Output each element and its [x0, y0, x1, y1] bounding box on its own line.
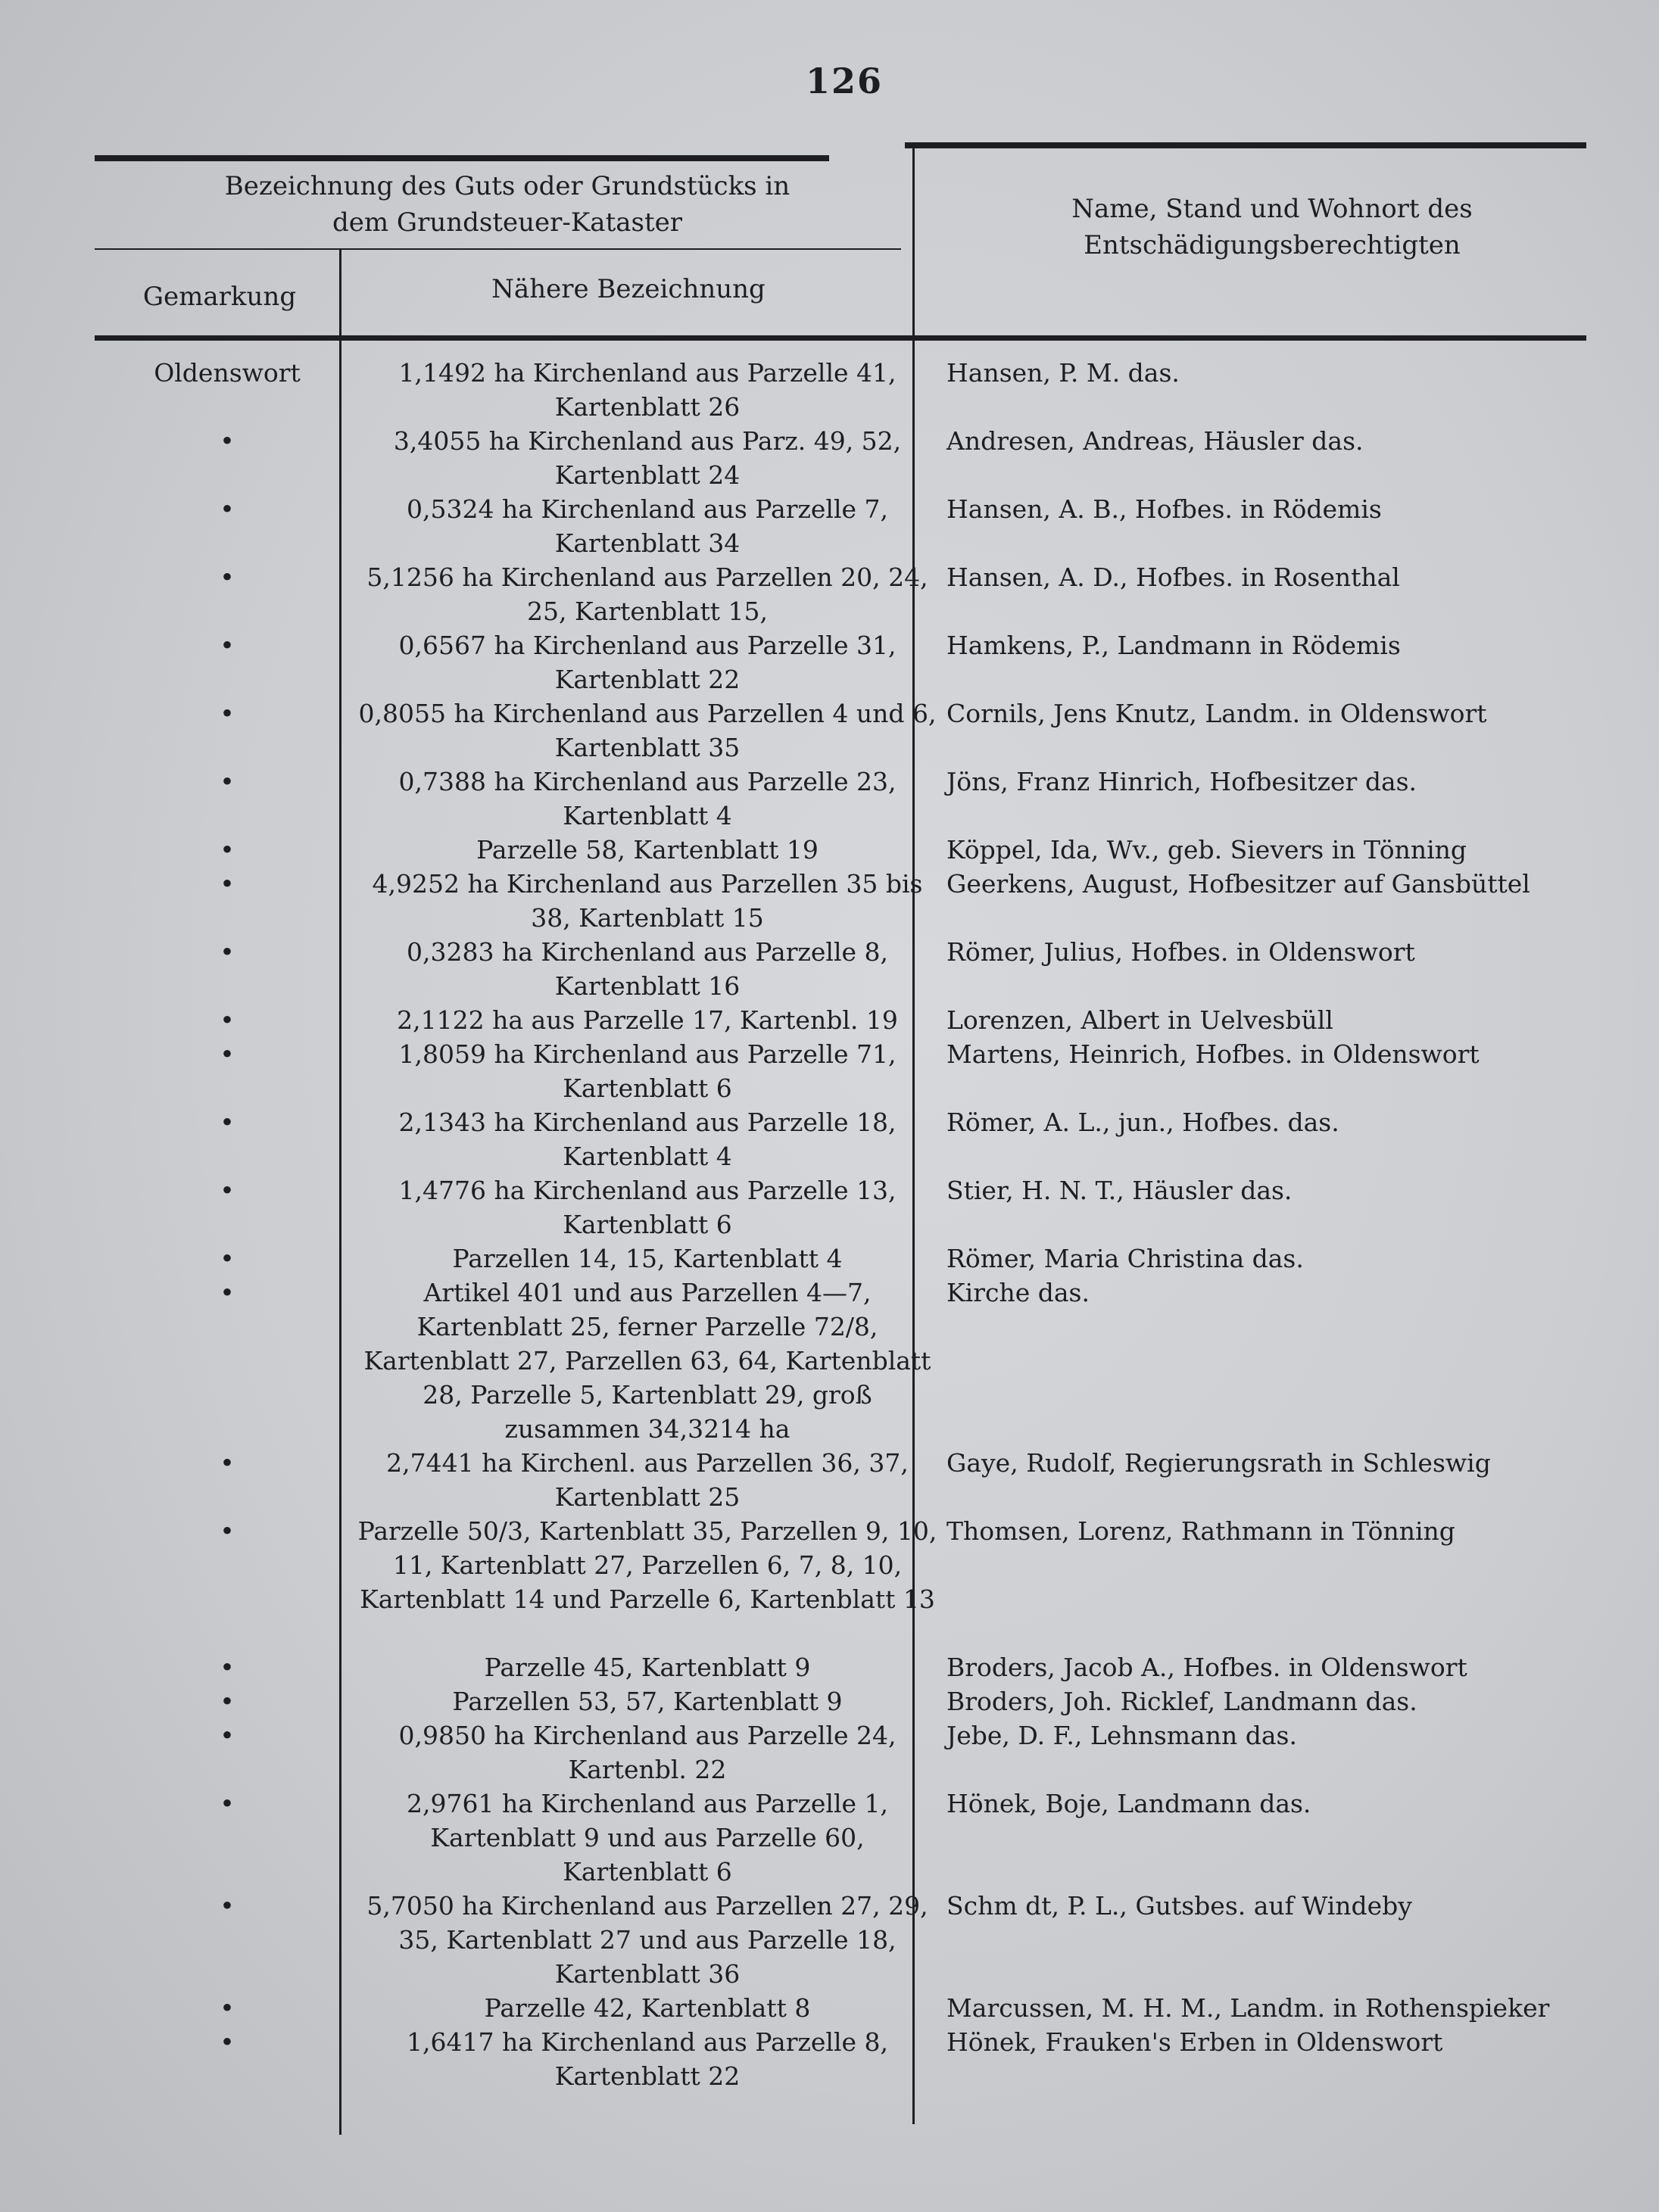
- gemarkung-cell: •: [220, 1278, 235, 1307]
- gemarkung-cell: •: [220, 1039, 235, 1069]
- header-name-stand-wohnort: Name, Stand und Wohnort des Entschädigungsberechtigten: [1071, 194, 1473, 260]
- header-naehere-bezeichnung: Nähere Bezeichnung: [491, 274, 766, 304]
- bezeichnung-cell: Artikel 401 und aus Parzellen 4—7, Kartenblatt 25, ferner Parzelle 72/8, Kartenblatt 27, Parzellen 63, 64, Kartenblatt 28, Parzelle 5, Kartenblatt 29, groß zusammen 34,3214 ha: [363, 1278, 931, 1444]
- header-group-title: Bezeichnung des Guts oder Grundstücks in dem Grundsteuer-Kataster: [224, 171, 791, 238]
- table-row: [0, 1787, 1659, 1889]
- bezeichnung-cell: 0,6567 ha Kirchenland aus Parzelle 31, Kartenblatt 22: [398, 631, 897, 694]
- gemarkung-cell: •: [220, 699, 235, 728]
- table-row: [0, 356, 1659, 424]
- berechtigter-cell: Jöns, Franz Hinrich, Hofbesitzer das.: [946, 767, 1417, 796]
- berechtigter-cell: Broders, Joh. Ricklef, Landmann das.: [946, 1687, 1417, 1716]
- table-row: [0, 2025, 1659, 2093]
- table-row: [0, 1037, 1659, 1105]
- table-row: [0, 1242, 1659, 1276]
- bezeichnung-cell: Parzelle 45, Kartenblatt 9: [484, 1653, 811, 1682]
- bezeichnung-cell: Parzelle 42, Kartenblatt 8: [484, 1993, 811, 2023]
- bezeichnung-cell: 4,9252 ha Kirchenland aus Parzellen 35 bis 38, Kartenblatt 15: [372, 869, 923, 933]
- bezeichnung-cell: 0,3283 ha Kirchenland aus Parzelle 8, Kartenblatt 16: [406, 937, 889, 1001]
- bezeichnung-cell: 1,6417 ha Kirchenland aus Parzelle 8, Kartenblatt 22: [406, 2027, 889, 2091]
- table-row: [0, 867, 1659, 935]
- table-row: [0, 833, 1659, 867]
- bezeichnung-cell: 2,1122 ha aus Parzelle 17, Kartenbl. 19: [397, 1005, 898, 1035]
- table-row: [0, 1105, 1659, 1173]
- gemarkung-cell: •: [220, 1108, 235, 1137]
- table-row: [0, 935, 1659, 1003]
- berechtigter-cell: Martens, Heinrich, Hofbes. in Oldenswort: [946, 1039, 1480, 1069]
- gemarkung-cell: •: [220, 1993, 235, 2023]
- bezeichnung-cell: 0,9850 ha Kirchenland aus Parzelle 24, Kartenbl. 22: [398, 1721, 897, 1784]
- gemarkung-cell: •: [220, 2027, 235, 2057]
- table-row: [0, 628, 1659, 696]
- table-row: [0, 424, 1659, 492]
- bezeichnung-cell: 2,1343 ha Kirchenland aus Parzelle 18, Kartenblatt 4: [398, 1108, 897, 1171]
- berechtigter-cell: Thomsen, Lorenz, Rathmann in Tönning: [946, 1516, 1455, 1546]
- bezeichnung-cell: 0,5324 ha Kirchenland aus Parzelle 7, Kartenblatt 34: [406, 494, 889, 558]
- top-thick-rule: [95, 155, 829, 161]
- gemarkung-cell: •: [220, 562, 235, 592]
- berechtigter-cell: Stier, H. N. T., Häusler das.: [946, 1176, 1293, 1205]
- gemarkung-cell: •: [220, 426, 235, 456]
- bezeichnung-cell: 2,7441 ha Kirchenl. aus Parzellen 36, 37, Kartenblatt 25: [386, 1448, 909, 1512]
- table-row: [0, 492, 1659, 560]
- berechtigter-cell: Kirche das.: [946, 1278, 1090, 1307]
- bezeichnung-cell: 1,4776 ha Kirchenland aus Parzelle 13, Kartenblatt 6: [398, 1176, 897, 1239]
- gemarkung-cell: •: [220, 767, 235, 796]
- gemarkung-cell: •: [220, 1891, 235, 1921]
- berechtigter-cell: Hansen, A. D., Hofbes. in Rosenthal: [946, 562, 1400, 592]
- berechtigter-cell: Römer, Maria Christina das.: [946, 1244, 1304, 1273]
- berechtigter-cell: Hönek, Frauken's Erben in Oldenswort: [946, 2027, 1443, 2057]
- gemarkung-cell: •: [220, 937, 235, 967]
- bezeichnung-cell: 5,7050 ha Kirchenland aus Parzellen 27, 29, 35, Kartenblatt 27 und aus Parzelle 18, Kartenblatt 36: [366, 1891, 928, 1989]
- berechtigter-cell: Hönek, Boje, Landmann das.: [946, 1789, 1311, 1818]
- bezeichnung-cell: Parzellen 14, 15, Kartenblatt 4: [452, 1244, 843, 1273]
- berechtigter-cell: Broders, Jacob A., Hofbes. in Oldenswort: [946, 1653, 1467, 1682]
- bezeichnung-cell: 2,9761 ha Kirchenland aus Parzelle 1, Kartenblatt 9 und aus Parzelle 60, Kartenblatt 6: [406, 1789, 889, 1886]
- table-row: [0, 1991, 1659, 2025]
- header-bottom-rule: [95, 335, 1586, 341]
- gemarkung-cell: •: [220, 1687, 235, 1716]
- bezeichnung-cell: 5,1256 ha Kirchenland aus Parzellen 20, 24, 25, Kartenblatt 15,: [366, 562, 928, 626]
- berechtigter-cell: Marcussen, M. H. M., Landm. in Rothenspieker: [946, 1993, 1550, 2023]
- berechtigter-cell: Römer, Julius, Hofbes. in Oldenswort: [946, 937, 1415, 967]
- berechtigter-cell: Gaye, Rudolf, Regierungsrath in Schleswig: [946, 1448, 1491, 1478]
- bezeichnung-cell: 1,8059 ha Kirchenland aus Parzelle 71, Kartenblatt 6: [398, 1039, 897, 1103]
- gemarkung-cell: •: [220, 1516, 235, 1546]
- berechtigter-cell: Schm dt, P. L., Gutsbes. auf Windeby: [946, 1891, 1412, 1921]
- berechtigter-cell: Köppel, Ida, Wv., geb. Sievers in Tönning: [946, 835, 1467, 865]
- berechtigter-cell: Hansen, P. M. das.: [946, 358, 1180, 388]
- berechtigter-cell: Jebe, D. F., Lehnsmann das.: [946, 1721, 1297, 1750]
- top-thick-rule-right: [905, 142, 1586, 148]
- gemarkung-cell: •: [220, 1789, 235, 1818]
- table-row: [0, 1003, 1659, 1037]
- berechtigter-cell: Andresen, Andreas, Häusler das.: [946, 426, 1364, 456]
- gemarkung-cell: Oldenswort: [154, 358, 301, 388]
- table-row: [0, 1514, 1659, 1650]
- bezeichnung-cell: Parzelle 58, Kartenblatt 19: [476, 835, 819, 865]
- bezeichnung-cell: 1,1492 ha Kirchenland aus Parzelle 41, Kartenblatt 26: [398, 358, 897, 422]
- bezeichnung-cell: 3,4055 ha Kirchenland aus Parz. 49, 52, Kartenblatt 24: [393, 426, 902, 490]
- table-row: [0, 1718, 1659, 1787]
- gemarkung-cell: •: [220, 631, 235, 660]
- gemarkung-cell: •: [220, 835, 235, 865]
- gemarkung-cell: •: [220, 1244, 235, 1273]
- berechtigter-cell: Römer, A. L., jun., Hofbes. das.: [946, 1108, 1339, 1137]
- berechtigter-cell: Cornils, Jens Knutz, Landm. in Oldenswort: [946, 699, 1487, 728]
- berechtigter-cell: Geerkens, August, Hofbesitzer auf Gansbüttel: [946, 869, 1530, 899]
- table-row: [0, 560, 1659, 628]
- table-row: [0, 1684, 1659, 1718]
- table-row: [0, 1173, 1659, 1242]
- berechtigter-cell: Hansen, A. B., Hofbes. in Rödemis: [946, 494, 1382, 524]
- bezeichnung-cell: 0,7388 ha Kirchenland aus Parzelle 23, Kartenblatt 4: [398, 767, 897, 830]
- gemarkung-cell: •: [220, 1448, 235, 1478]
- gemarkung-cell: •: [220, 1653, 235, 1682]
- gemarkung-cell: •: [220, 494, 235, 524]
- table-row: [0, 1889, 1659, 1991]
- berechtigter-cell: Hamkens, P., Landmann in Rödemis: [946, 631, 1401, 660]
- table-row: [0, 1446, 1659, 1514]
- header-gemarkung: Gemarkung: [142, 282, 297, 312]
- table-row: [0, 1650, 1659, 1684]
- gemarkung-cell: •: [220, 869, 235, 899]
- gemarkung-cell: •: [220, 1176, 235, 1205]
- page-number: 126: [805, 61, 884, 101]
- berechtigter-cell: Lorenzen, Albert in Uelvesbüll: [946, 1005, 1333, 1035]
- table-row: [0, 765, 1659, 833]
- bezeichnung-cell: 0,8055 ha Kirchenland aus Parzellen 4 und 6, Kartenblatt 35: [358, 699, 937, 762]
- table-row: [0, 1276, 1659, 1446]
- gemarkung-cell: •: [220, 1721, 235, 1750]
- bezeichnung-cell: Parzelle 50/3, Kartenblatt 35, Parzellen 9, 10, 11, Kartenblatt 27, Parzellen 6, 7, 8, 10, Kartenblatt 14 und Parzelle 6, Kartenblatt 13: [357, 1516, 937, 1614]
- table-row: [0, 696, 1659, 765]
- header-group-rule: [95, 248, 901, 250]
- bezeichnung-cell: Parzellen 53, 57, Kartenblatt 9: [452, 1687, 843, 1716]
- gemarkung-cell: •: [220, 1005, 235, 1035]
